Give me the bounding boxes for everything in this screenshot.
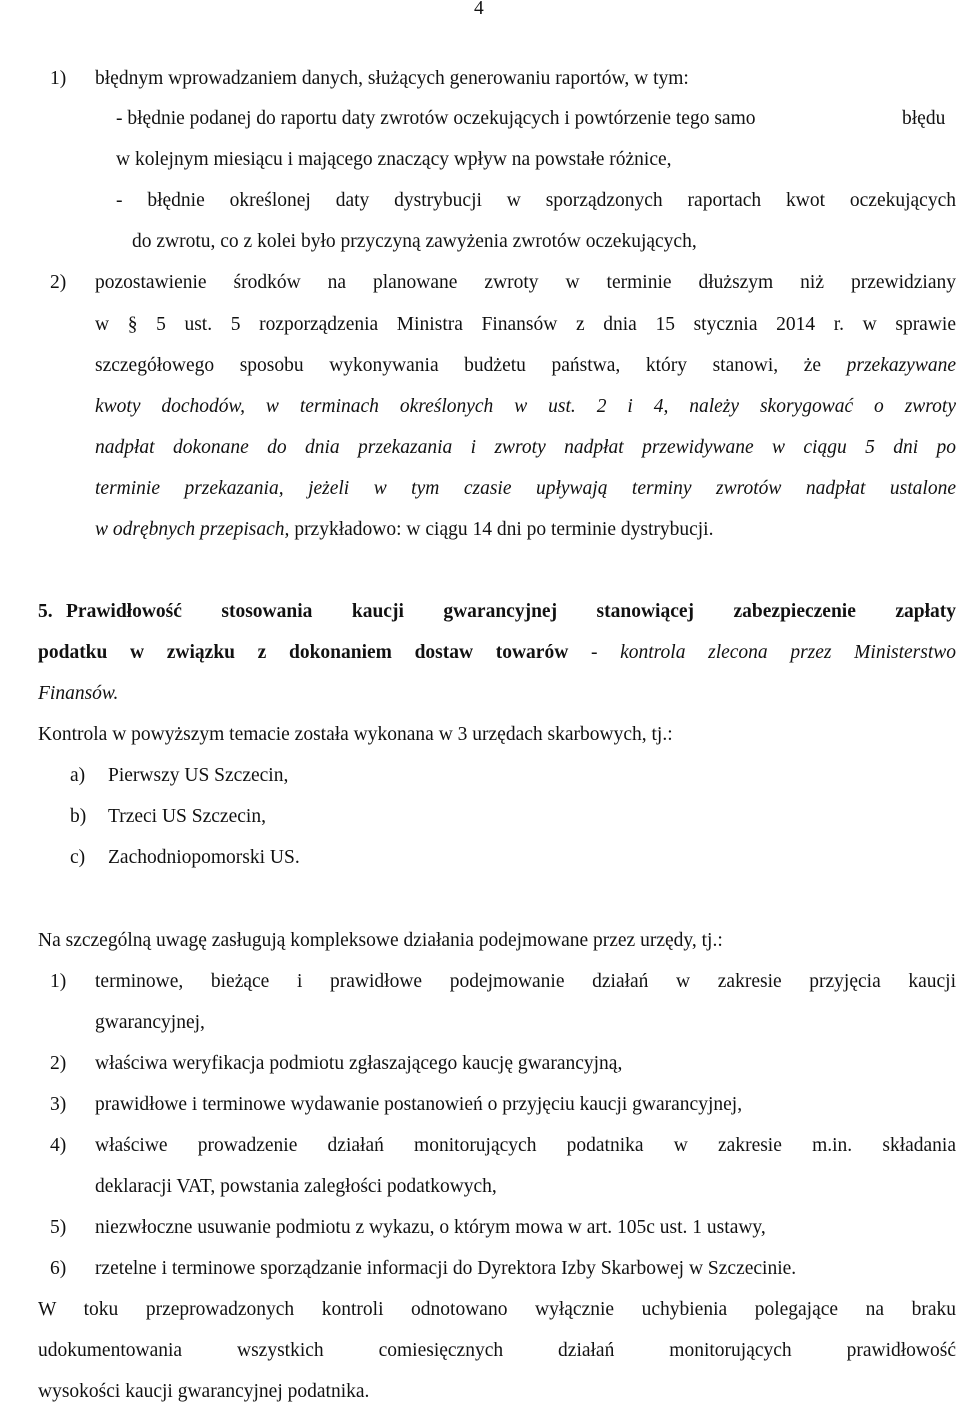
list-item-text: Trzeci US Szczecin, (108, 806, 266, 827)
sub-item-text: - błędnie podanej do raportu daty zwrotów oczekujących i powtórzenie tego samo (116, 108, 756, 129)
sub-item-text: do zwrotu, co z kolei było przyczyną zawyżenia zwrotów oczekujących, (132, 231, 697, 252)
section-title: Prawidłowość stosowania kaucji gwarancyjnej stanowiącej zabezpieczenie zapłaty (66, 601, 956, 622)
list-item-number: 5) (50, 1217, 67, 1238)
list-item-number: 6) (50, 1258, 67, 1279)
paragraph-line: pozostawienie środków na planowane zwroty w terminie dłuższym niż przewidziany (95, 272, 956, 293)
list-item-number: 2) (50, 272, 67, 293)
text-span-italic: przekazywane (846, 355, 957, 376)
list-item-number: c) (70, 847, 86, 868)
paragraph-line: w § 5 ust. 5 rozporządzenia Ministra Finansów z dnia 15 stycznia 2014 r. w sprawie (95, 314, 956, 335)
paragraph-line: terminie przekazania, jeżeli w tym czasie upływają terminy zwrotów nadpłat ustalone (95, 478, 956, 499)
paragraph-line: W toku przeprowadzonych kontroli odnotowano wyłącznie uchybienia polegające na braku (38, 1299, 956, 1320)
paragraph-line: Kontrola w powyższym temacie została wykonana w 3 urzędach skarbowych, tj.: (38, 724, 673, 745)
section-title: Finansów. (38, 683, 119, 704)
paragraph-line: kwoty dochodów, w terminach określonych w ust. 2 i 4, należy skorygować o zwroty (95, 396, 956, 417)
list-item-text: błędnym wprowadzaniem danych, służących generowaniu raportów, w tym: (95, 68, 689, 89)
list-item-text: rzetelne i terminowe sporządzanie informacji do Dyrektora Izby Skarbowej w Szczecinie. (95, 1258, 797, 1279)
text-span-bold: podatku w związku z dokonaniem dostaw towarów (38, 642, 569, 663)
list-item-number: 2) (50, 1053, 67, 1074)
text-span: szczegółowego sposobu wykonywania budżetu państwa, który stanowi, że (95, 355, 822, 376)
section-title (38, 641, 956, 665)
paragraph-line (95, 354, 956, 378)
page-number: 4 (474, 0, 484, 19)
list-item-text: właściwa weryfikacja podmiotu zgłaszającego kaucję gwarancyjną, (95, 1053, 623, 1074)
list-item-text: prawidłowe i terminowe wydawanie postanowień o przyjęciu kaucji gwarancyjnej, (95, 1094, 743, 1115)
list-item-text: gwarancyjnej, (95, 1012, 205, 1033)
text-span: - (590, 642, 598, 663)
list-item-number: 1) (50, 971, 67, 992)
list-item-text: deklaracji VAT, powstania zaległości podatkowych, (95, 1176, 497, 1197)
text-span-italic: w odrębnych przepisach, (95, 519, 290, 540)
list-item-text: Pierwszy US Szczecin, (108, 765, 289, 786)
list-item-text: niezwłoczne usuwanie podmiotu z wykazu, o którym mowa w art. 105c ust. 1 ustawy, (95, 1217, 766, 1238)
list-item-text: terminowe, bieżące i prawidłowe podejmowanie działań w zakresie przyjęcia kaucji (95, 971, 956, 992)
section-number: 5. (38, 601, 53, 622)
list-item-number: 3) (50, 1094, 67, 1115)
list-item-number: 4) (50, 1135, 67, 1156)
sub-item-text: w kolejnym miesiącu i mającego znaczący wpływ na powstałe różnice, (116, 149, 672, 170)
list-item-text: właściwe prowadzenie działań monitorujących podatnika w zakresie m.in. składania (95, 1135, 956, 1156)
paragraph-line (95, 518, 713, 542)
paragraph-line: udokumentowania wszystkich comiesięcznych działań monitorujących prawidłowość (38, 1340, 956, 1361)
text-span: przykładowo: w ciągu 14 dni po terminie dystrybucji. (294, 519, 714, 540)
sub-item-text: błędu (902, 108, 946, 129)
paragraph-line: nadpłat dokonane do dnia przekazania i zwroty nadpłat przewidywane w ciągu 5 dni po (95, 437, 956, 458)
sub-item-text: - błędnie określonej daty dystrybucji w sporządzonych raportach kwot oczekujących (116, 190, 956, 211)
text-span-italic: kontrola zlecona przez Ministerstwo (620, 642, 956, 663)
list-item-text: Zachodniopomorski US. (108, 847, 300, 868)
list-item-number: b) (70, 806, 87, 827)
paragraph-line: wysokości kaucji gwarancyjnej podatnika. (38, 1381, 370, 1402)
list-item-number: 1) (50, 68, 67, 89)
paragraph-line: Na szczególną uwagę zasługują kompleksowe działania podejmowane przez urzędy, tj.: (38, 930, 723, 951)
list-item-number: a) (70, 765, 86, 786)
